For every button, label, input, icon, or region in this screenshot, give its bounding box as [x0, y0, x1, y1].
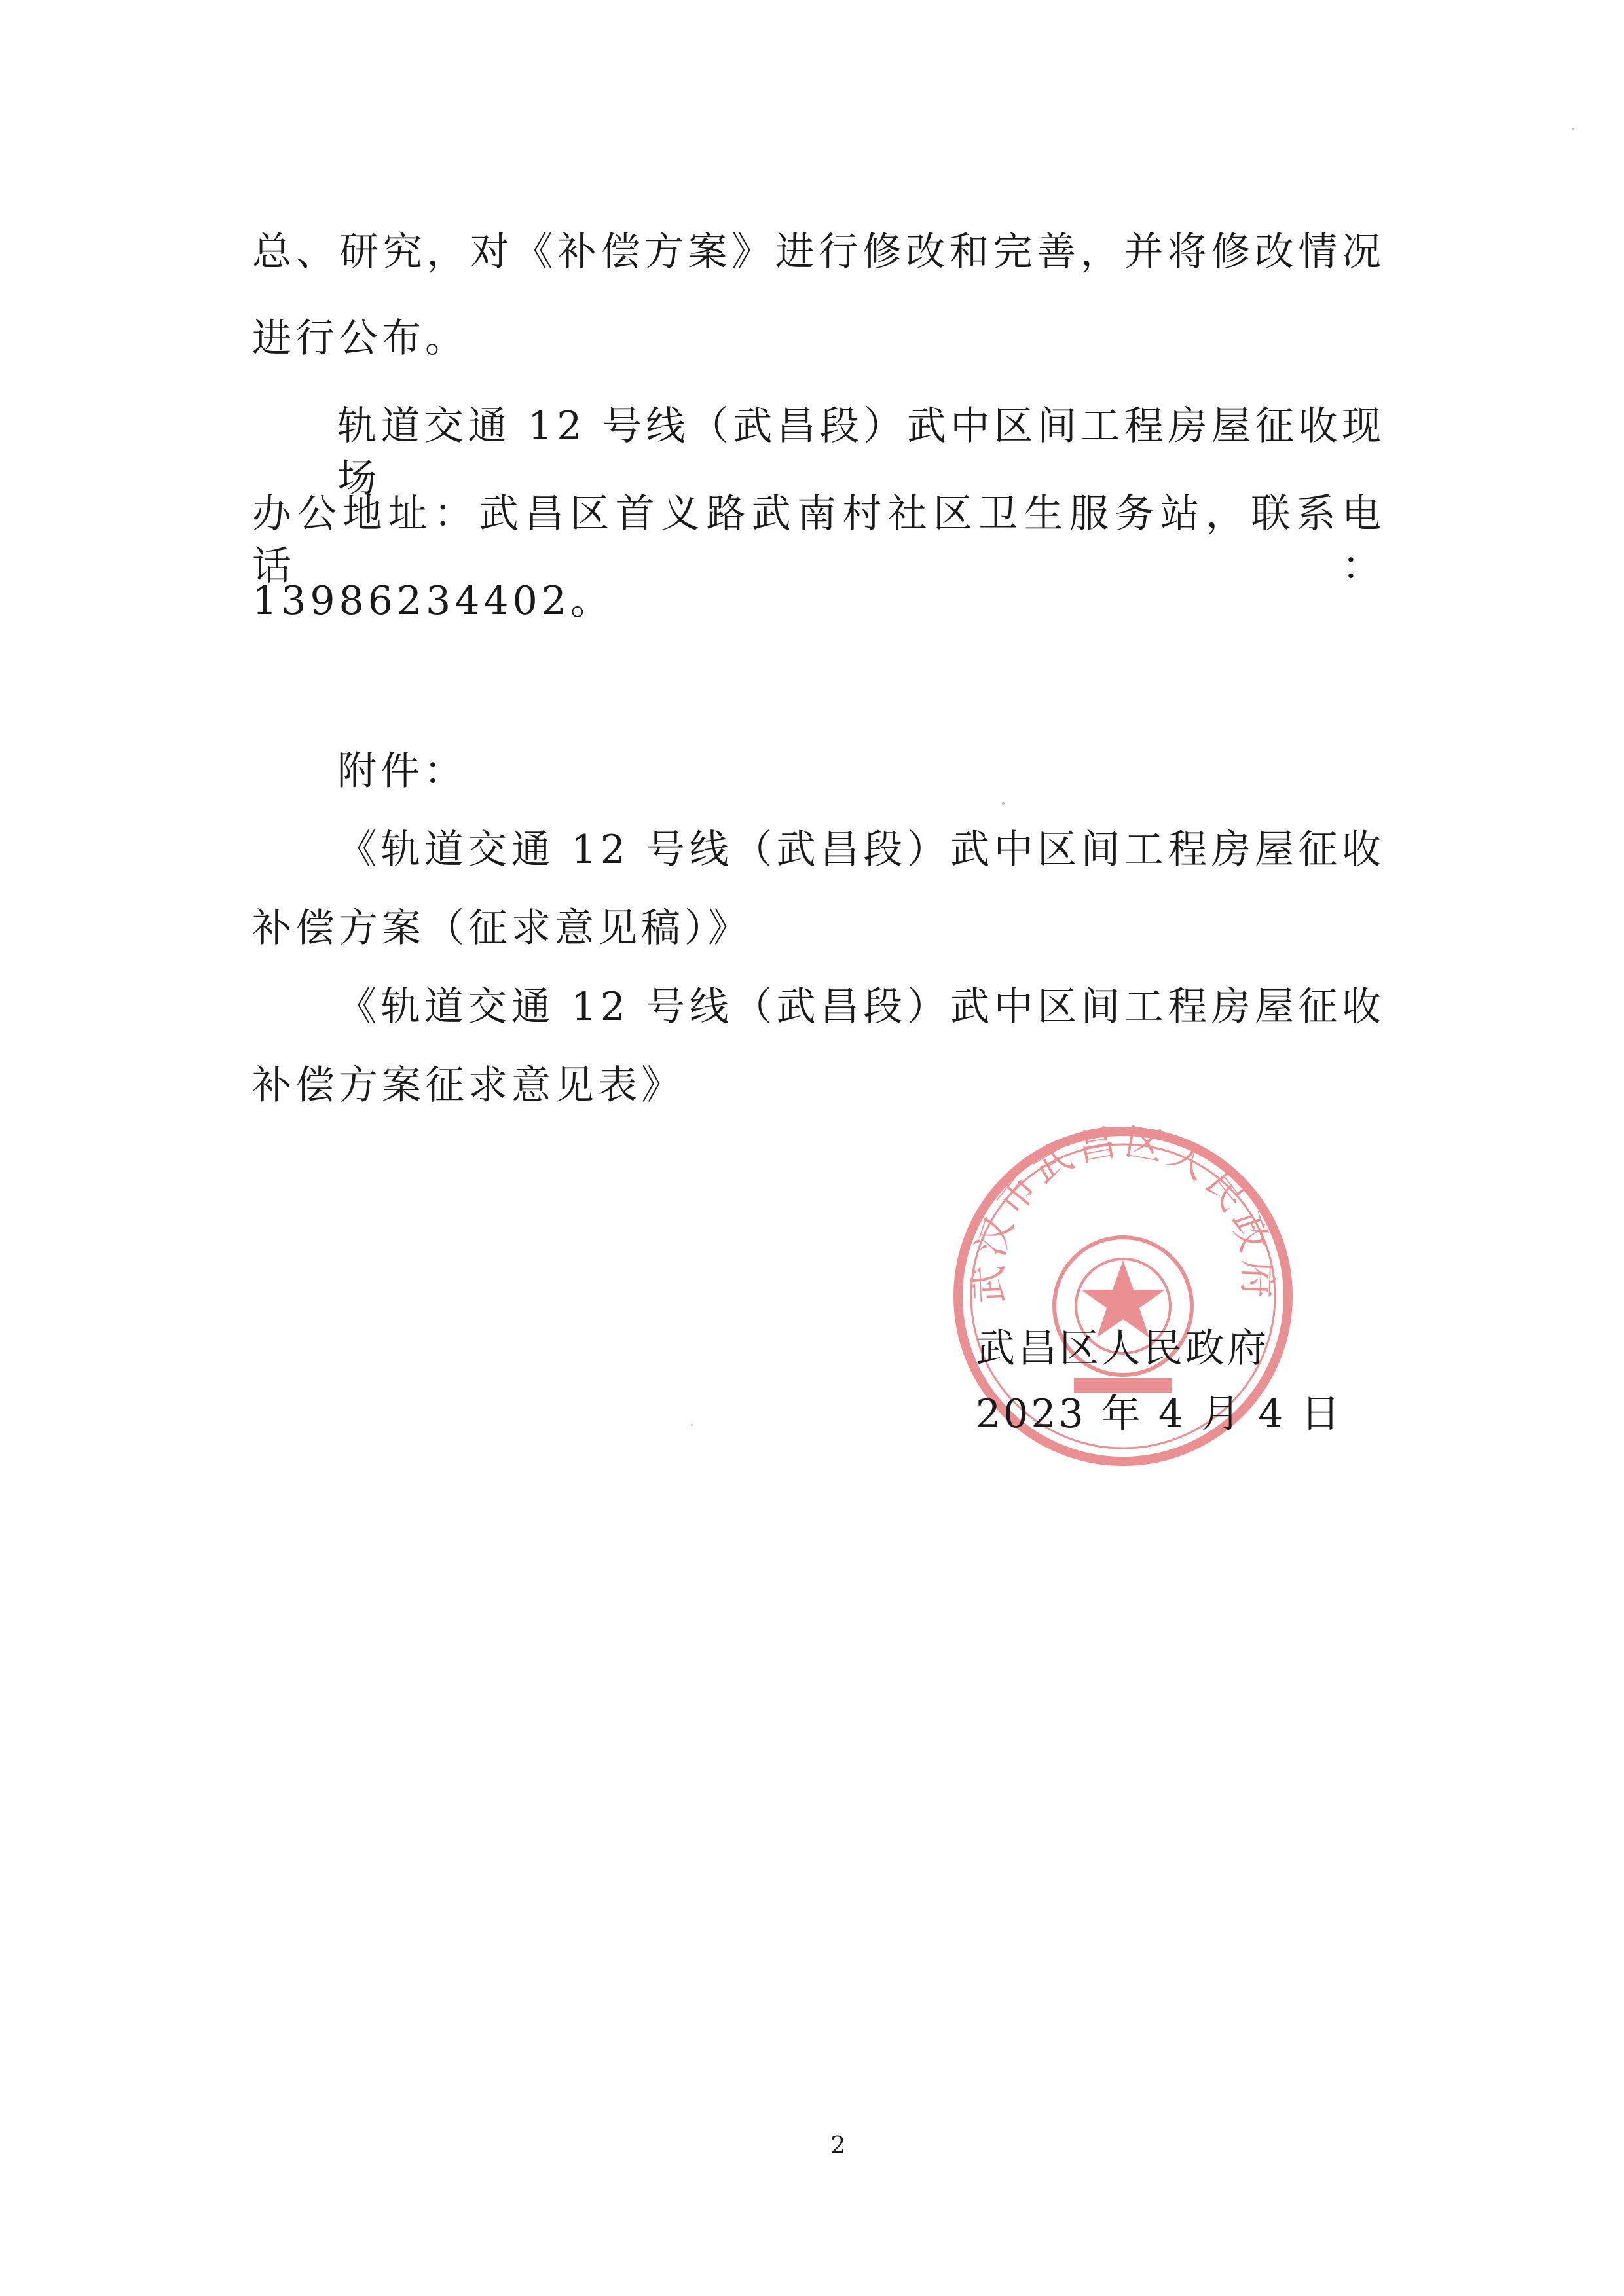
scan-speck: [1572, 128, 1574, 130]
paragraph-continued-line-1: 总、研究，对《补偿方案》进行修改和完善，并将修改情况: [252, 229, 1385, 275]
issue-date: 2023 年 4 月 4 日: [976, 1391, 1343, 1437]
attachments-heading: 附件：: [337, 748, 467, 794]
issuer-name: 武昌区人民政府: [976, 1326, 1269, 1372]
scan-speck: [1002, 802, 1005, 805]
attachment-2-line-2: 补偿方案征求意见表》: [252, 1063, 684, 1108]
seal-text: 武汉市武昌区人民政府: [965, 1120, 1281, 1304]
scan-speck: [691, 1424, 693, 1426]
attachment-1-line-1: 《轨道交通 12 号线（武昌段）武中区间工程房屋征收: [337, 827, 1385, 873]
office-paragraph-line-2: 办公地址：武昌区首义路武南村社区卫生服务站，联系电话：: [252, 491, 1385, 589]
office-paragraph-phone: 13986234402。: [252, 578, 614, 624]
office-paragraph-line-1: 轨道交通 12 号线（武昌段）武中区间工程房屋征收现场: [337, 403, 1385, 501]
paragraph-continued-line-2: 进行公布。: [252, 316, 468, 361]
attachment-2-line-1: 《轨道交通 12 号线（武昌段）武中区间工程房屋征收: [337, 984, 1385, 1030]
page-number: 2: [830, 2132, 846, 2159]
attachment-1-line-2: 补偿方案（征求意见稿）》: [252, 905, 751, 951]
